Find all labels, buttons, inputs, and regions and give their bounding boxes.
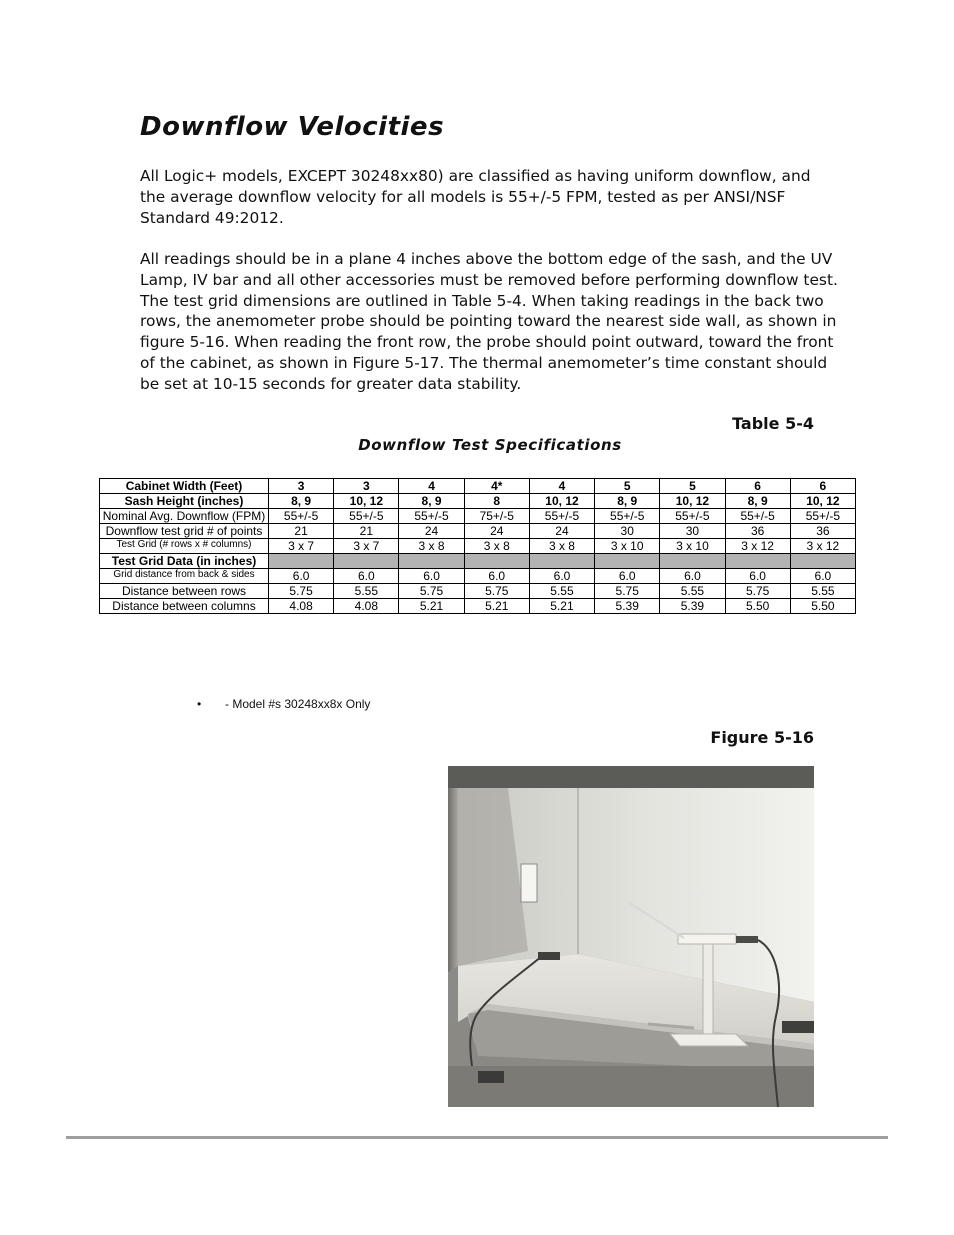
table-cell: 5.75 xyxy=(725,584,790,599)
table-row xyxy=(100,539,856,554)
table-cell: 55+/-5 xyxy=(725,509,790,524)
table-cell: 5.39 xyxy=(660,599,725,614)
table-cell: 4 xyxy=(529,479,594,494)
shaded-cell xyxy=(595,554,660,569)
table-cell: 6.0 xyxy=(269,569,334,584)
table-cell: 55+/-5 xyxy=(334,509,399,524)
table-cell: 6 xyxy=(725,479,790,494)
table-label: Table 5-4 xyxy=(732,414,814,433)
table-row xyxy=(100,569,856,584)
table-cell: 3 x 12 xyxy=(790,539,855,554)
table-cell: 5.21 xyxy=(399,599,464,614)
table-cell: 55+/-5 xyxy=(269,509,334,524)
figure-label: Figure 5-16 xyxy=(710,728,814,747)
table-cell: 3 x 12 xyxy=(725,539,790,554)
table-cell: 5 xyxy=(660,479,725,494)
row-label: Distance between columns xyxy=(100,599,269,614)
table-cell: 21 xyxy=(269,524,334,539)
procedure-paragraph: All readings should be in a plane 4 inches above the bottom edge of the sash, and the UV Lamp, IV bar and all other accessories must be removed before performing downflow test. The test grid dimensions are outlined in Table 5-4. When taking readings in the back two rows, the anemometer probe should be pointing toward the nearest side wall, as shown in figure 5-16. When reading the front row, the probe should point outward, toward the front of the cabinet, as shown in Figure 5-17. The thermal anemometer’s time constant should be set at 10-15 seconds for greater data stability. xyxy=(140,250,838,393)
table-cell: 3 x 8 xyxy=(399,539,464,554)
table-cell: 6 xyxy=(790,479,855,494)
row-label: Sash Height (inches) xyxy=(100,494,269,509)
table-cell: 3 x 10 xyxy=(595,539,660,554)
table-cell: 36 xyxy=(725,524,790,539)
table-cell: 6.0 xyxy=(790,569,855,584)
row-label: Test Grid (# rows x # columns) xyxy=(100,539,269,554)
table-cell: 5.50 xyxy=(790,599,855,614)
shaded-cell xyxy=(725,554,790,569)
table-cell: 5.75 xyxy=(399,584,464,599)
anemometer-photo-illustration xyxy=(448,766,814,1107)
table-cell: 6.0 xyxy=(595,569,660,584)
table-cell: 24 xyxy=(399,524,464,539)
table-cell: 4* xyxy=(464,479,529,494)
shaded-cell xyxy=(660,554,725,569)
table-cell: 6.0 xyxy=(334,569,399,584)
table-cell: 8, 9 xyxy=(595,494,660,509)
shaded-cell xyxy=(529,554,594,569)
table-cell: 5.21 xyxy=(464,599,529,614)
table-cell: 30 xyxy=(660,524,725,539)
table-cell: 3 x 10 xyxy=(660,539,725,554)
table-cell: 21 xyxy=(334,524,399,539)
table-cell: 55+/-5 xyxy=(595,509,660,524)
table-cell: 55+/-5 xyxy=(399,509,464,524)
table-cell: 30 xyxy=(595,524,660,539)
table-cell: 10, 12 xyxy=(334,494,399,509)
shaded-cell xyxy=(269,554,334,569)
table-cell: 5.75 xyxy=(464,584,529,599)
row-label: Cabinet Width (Feet) xyxy=(100,479,269,494)
table-cell: 3 x 8 xyxy=(529,539,594,554)
table-footnote xyxy=(197,697,370,711)
table-cell: 24 xyxy=(464,524,529,539)
table-cell: 55+/-5 xyxy=(529,509,594,524)
footnote-text: - Model #s 30248xx8x Only xyxy=(225,697,371,711)
table-cell: 8, 9 xyxy=(269,494,334,509)
table-row xyxy=(100,554,856,569)
table-cell: 5.50 xyxy=(725,599,790,614)
table-cell: 6.0 xyxy=(529,569,594,584)
table-cell: 6.0 xyxy=(660,569,725,584)
shaded-cell xyxy=(790,554,855,569)
table-cell: 6.0 xyxy=(464,569,529,584)
table-cell: 3 x 8 xyxy=(464,539,529,554)
table-cell: 5.55 xyxy=(334,584,399,599)
table-cell: 3 x 7 xyxy=(334,539,399,554)
table-row xyxy=(100,524,856,539)
table-cell: 10, 12 xyxy=(790,494,855,509)
shaded-cell xyxy=(464,554,529,569)
row-label: Distance between rows xyxy=(100,584,269,599)
table-cell: 5.55 xyxy=(790,584,855,599)
downflow-spec-table xyxy=(99,478,856,614)
intro-paragraph: All Logic+ models, EXCEPT 30248xx80) are classified as having uniform downflow, and the average downflow velocity for all models is 55+/-5 FPM, tested as per ANSI/NSF Standard 49:2012. xyxy=(140,167,811,227)
table-cell: 5.75 xyxy=(269,584,334,599)
table-cell: 4 xyxy=(399,479,464,494)
table-row xyxy=(100,479,856,494)
table-cell: 5.75 xyxy=(595,584,660,599)
table-row xyxy=(100,599,856,614)
table-cell: 24 xyxy=(529,524,594,539)
table-title: Downflow Test Specifications xyxy=(358,436,622,454)
footer-divider xyxy=(66,1136,888,1139)
table-cell: 5.55 xyxy=(660,584,725,599)
row-label: Downflow test grid # of points xyxy=(100,524,269,539)
table-cell: 10, 12 xyxy=(529,494,594,509)
row-label: Grid distance from back & sides xyxy=(100,569,269,584)
bullet-icon: • xyxy=(197,697,202,711)
row-label: Nominal Avg. Downflow (FPM) xyxy=(100,509,269,524)
table-cell: 3 xyxy=(334,479,399,494)
shaded-cell xyxy=(334,554,399,569)
table-row xyxy=(100,584,856,599)
row-label: Test Grid Data (in inches) xyxy=(100,554,269,569)
table-cell: 5.55 xyxy=(529,584,594,599)
shaded-cell xyxy=(399,554,464,569)
table-cell: 6.0 xyxy=(725,569,790,584)
table-cell: 8, 9 xyxy=(725,494,790,509)
table-cell: 5.21 xyxy=(529,599,594,614)
table-cell: 36 xyxy=(790,524,855,539)
cabinet-anemometer-photo xyxy=(448,766,814,1107)
table-cell: 5.39 xyxy=(595,599,660,614)
table-cell: 55+/-5 xyxy=(660,509,725,524)
page-heading: Downflow Velocities xyxy=(140,112,445,142)
table-cell: 10, 12 xyxy=(660,494,725,509)
table-cell: 4.08 xyxy=(269,599,334,614)
table-cell: 55+/-5 xyxy=(790,509,855,524)
table-cell: 8 xyxy=(464,494,529,509)
table-row xyxy=(100,494,856,509)
table-cell: 4.08 xyxy=(334,599,399,614)
table-cell: 6.0 xyxy=(399,569,464,584)
table-cell: 5 xyxy=(595,479,660,494)
table-cell: 3 xyxy=(269,479,334,494)
table-cell: 75+/-5 xyxy=(464,509,529,524)
table-row xyxy=(100,509,856,524)
table-cell: 8, 9 xyxy=(399,494,464,509)
table-cell: 3 x 7 xyxy=(269,539,334,554)
